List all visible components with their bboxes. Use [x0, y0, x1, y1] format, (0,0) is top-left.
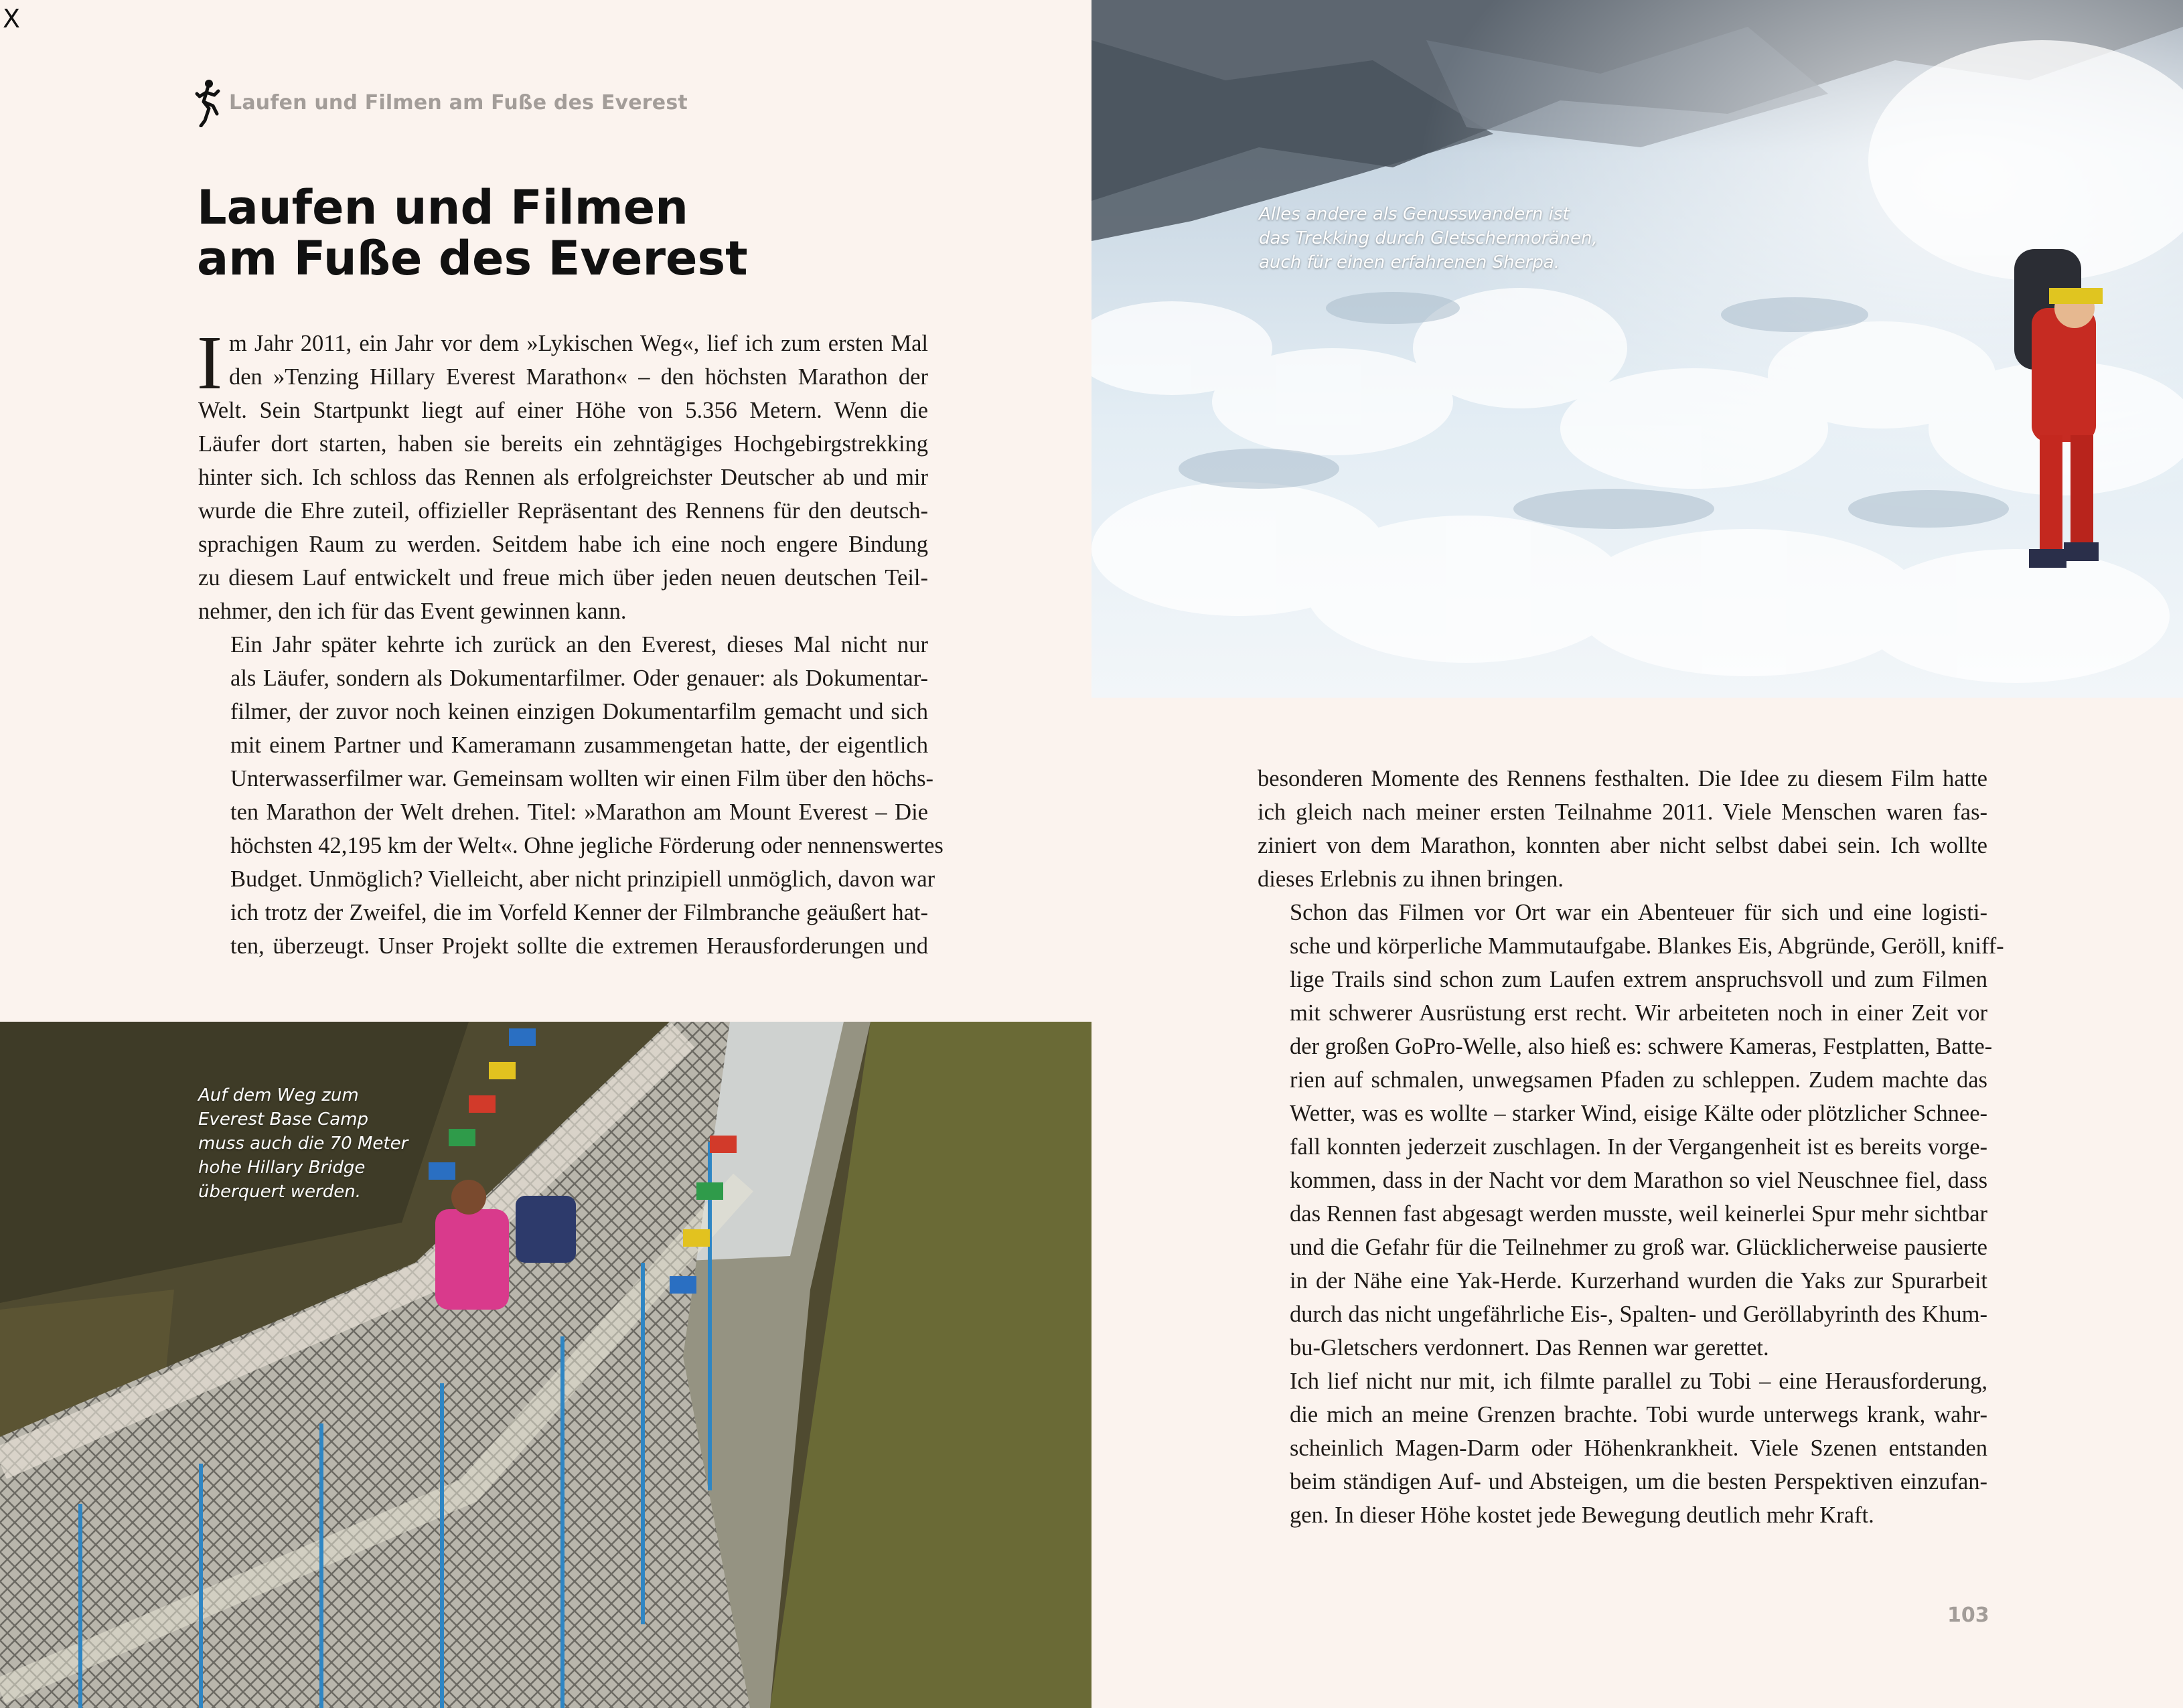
text-line: Welt. Sein Startpunkt liegt auf einer Höhe von 5.356 Metern. Wenn die: [198, 398, 928, 423]
caption-line: hohe Hillary Bridge: [198, 1158, 366, 1178]
text-line: in der Nähe eine Yak-Herde. Kurzerhand wurden die Yaks zur Spurarbeit: [1290, 1268, 1987, 1294]
text-line: gen. In dieser Höhe kostet jede Bewegung deutlich mehr Kraft.: [1290, 1502, 1874, 1528]
caption-line: das Trekking durch Gletschermoränen,: [1259, 228, 1598, 248]
paragraph: [198, 628, 944, 963]
caption-line: Alles andere als Genusswandern ist: [1259, 204, 1570, 224]
caption-line: überquert werden.: [198, 1182, 361, 1202]
text-line: mit schwerer Ausrüstung erst recht. Wir arbeiteten noch in einer Zeit vor: [1290, 1000, 1987, 1026]
chapter-title-line: am Fuße des Everest: [197, 231, 748, 286]
chapter-title-line: Laufen und Filmen: [197, 180, 689, 235]
text-line: ziniert von dem Marathon, konnten aber nicht selbst dabei sein. Ich wollte: [1258, 833, 1987, 858]
caption-line: muss auch die 70 Meter: [198, 1134, 408, 1154]
text-line: rien auf schmalen, unwegsamen Pfaden zu schleppen. Zudem machte das: [1290, 1067, 1987, 1093]
text-line: Läufer dort starten, haben sie bereits ein zehntägiges Hochgebirgstrekking: [198, 431, 928, 457]
chapter-title: [197, 182, 1000, 284]
text-line: durch das nicht ungefährliche Eis-, Spalten- und Geröllabyrinth des Khum-: [1290, 1302, 1987, 1327]
text-line: nehmer, den ich für das Event gewinnen kann.: [198, 599, 627, 624]
text-line: Ein Jahr später kehrte ich zurück an den Everest, dieses Mal nicht nur: [230, 632, 928, 657]
text-line: das Rennen fast abgesagt werden musste, weil keinerlei Spur mehr sichtbar: [1290, 1201, 1987, 1227]
text-line: ten, überzeugt. Unser Projekt sollte die extremen Herausforderungen und: [230, 933, 928, 959]
text-line: ich trotz der Zweifel, die im Vorfeld Kenner der Filmbranche geäußert hat-: [230, 900, 928, 925]
text-line: wurde die Ehre zuteil, offizieller Repräsentant des Rennens für den deutsch-: [198, 498, 928, 524]
text-line: beim ständigen Auf- und Absteigen, um die besten Perspektiven einzufan-: [1290, 1469, 1987, 1494]
text-line: bu-Gletschers verdonnert. Das Rennen war gerettet.: [1290, 1335, 1769, 1361]
text-line: der großen GoPro-Welle, also hieß es: schwere Kameras, Festplatten, Batte-: [1290, 1034, 1993, 1059]
right-text-column: [1258, 762, 2004, 1532]
text-line: sprachigen Raum zu werden. Seitdem habe ich eine noch engere Bindung: [198, 532, 928, 557]
paragraph: [1258, 1365, 1987, 1532]
running-head: Laufen und Filmen am Fuße des Everest: [229, 91, 688, 114]
text-line: fall konnten jederzeit zuschlagen. In der Vergangenheit ist es bereits vorge-: [1290, 1134, 1987, 1160]
paragraph: [1258, 762, 1987, 896]
caption-hillary-bridge: [198, 1083, 408, 1204]
photo-hillary-bridge: [0, 1022, 1092, 1708]
text-line: mit einem Partner und Kameramann zusammengetan hatte, der eigentlich: [230, 732, 928, 758]
caption-line: Auf dem Weg zum: [198, 1085, 359, 1105]
text-line: Unterwasserfilmer war. Gemeinsam wollten wir einen Film über den höchs-: [230, 766, 934, 791]
caption-line: auch für einen erfahrenen Sherpa.: [1259, 252, 1560, 273]
drop-cap: I: [197, 320, 222, 405]
text-line: kommen, dass in der Nacht vor dem Marathon so viel Neuschnee fiel, dass: [1290, 1168, 1987, 1193]
text-line: filmer, der zuvor noch keinen einzigen Dokumentarfilm gemacht und sich: [230, 699, 928, 724]
paragraph: [1258, 896, 2004, 1365]
photo-khumbu-icefall: [1092, 0, 2183, 698]
text-line: die mich an meine Grenzen brachte. Tobi wurde unterwegs krank, wahr-: [1290, 1402, 1987, 1427]
runner-icon: [194, 79, 221, 127]
text-line: lige Trails sind schon zum Laufen extrem anspruchsvoll und zum Filmen: [1290, 967, 1987, 992]
text-line: sche und körperliche Mammutaufgabe. Blankes Eis, Abgründe, Geröll, kniff-: [1290, 933, 2004, 959]
caption-line: Everest Base Camp: [198, 1109, 368, 1130]
text-line: als Läufer, sondern als Dokumentarfilmer. Oder genauer: als Dokumentar-: [230, 666, 928, 691]
text-line: scheinlich Magen-Darm oder Höhenkrankheit. Viele Szenen entstanden: [1290, 1435, 1987, 1461]
paragraph: [197, 320, 928, 628]
caption-khumbu-icefall: [1259, 202, 1598, 275]
text-line: m Jahr 2011, ein Jahr vor dem »Lykischen Weg«, lief ich zum ersten Mal: [228, 331, 928, 356]
text-line: den »Tenzing Hillary Everest Marathon« – den höchsten Marathon der: [228, 364, 928, 390]
text-line: und die Gefahr für die Teilnehmer zu groß war. Glücklicherweise pausierte: [1290, 1235, 1987, 1260]
photo-khumbu-icefall-image: [1092, 0, 2183, 698]
text-line: ten Marathon der Welt drehen. Titel: »Marathon am Mount Everest – Die: [230, 799, 928, 825]
text-line: hinter sich. Ich schloss das Rennen als erfolgreichster Deutscher ab und mir: [198, 465, 928, 490]
photo-hillary-bridge-image: [0, 1022, 1092, 1708]
text-line: Ich lief nicht nur mit, ich filmte parallel zu Tobi – eine Herausforderung,: [1290, 1369, 1987, 1394]
left-text-column: [197, 320, 944, 963]
close-button[interactable]: X: [2, 4, 21, 33]
text-line: dieses Erlebnis zu ihnen bringen.: [1258, 866, 1564, 892]
text-line: Schon das Filmen vor Ort war ein Abenteuer für sich und eine logisti-: [1290, 900, 1987, 925]
text-line: höchsten 42,195 km der Welt«. Ohne jegliche Förderung oder nennenswertes: [230, 833, 944, 858]
text-line: zu diesem Lauf entwickelt und freue mich über jeden neuen deutschen Teil-: [198, 565, 928, 591]
text-line: ich gleich nach meiner ersten Teilnahme 2011. Viele Menschen waren fas-: [1258, 799, 1987, 825]
text-line: Wetter, was es wollte – starker Wind, eisige Kälte oder plötzlicher Schnee-: [1290, 1101, 1987, 1126]
text-line: besonderen Momente des Rennens festhalten. Die Idee zu diesem Film hatte: [1258, 766, 1987, 791]
page-number: 103: [1947, 1604, 1989, 1627]
text-line: Budget. Unmöglich? Vielleicht, aber nicht prinzipiell unmöglich, davon war: [230, 866, 935, 892]
